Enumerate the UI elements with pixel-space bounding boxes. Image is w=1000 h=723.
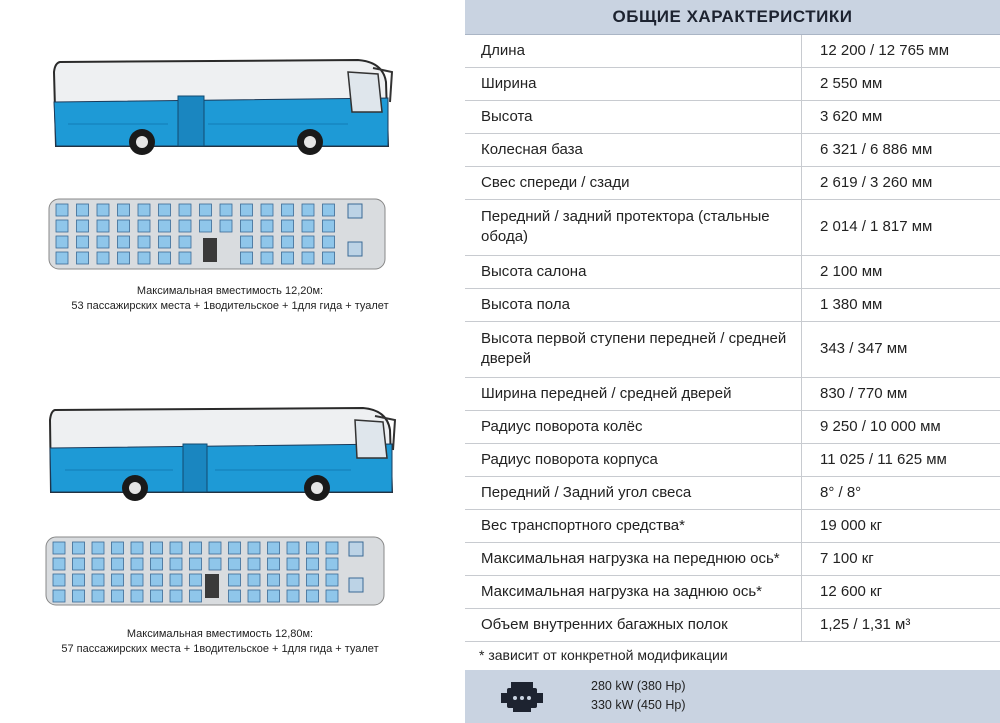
seat: [220, 220, 232, 232]
seat: [151, 558, 163, 570]
seat: [229, 574, 241, 586]
seat: [287, 590, 299, 602]
spec-value: 830 / 770 мм: [802, 377, 1000, 410]
seat: [200, 204, 212, 216]
seat: [170, 542, 182, 554]
seat: [56, 204, 68, 216]
seat: [77, 220, 89, 232]
seat: [92, 542, 104, 554]
seat: [229, 542, 241, 554]
spec-label: Высота пола: [465, 288, 802, 321]
seat: [118, 220, 130, 232]
seat: [118, 236, 130, 248]
seat: [56, 220, 68, 232]
seat: [179, 252, 191, 264]
spec-value: 8° / 8°: [802, 476, 1000, 509]
spec-value: 2 014 / 1 817 мм: [802, 199, 1000, 255]
seat: [241, 204, 253, 216]
seat: [151, 542, 163, 554]
spec-label: Максимальная нагрузка на переднюю ось*: [465, 542, 802, 575]
spec-label: Колесная база: [465, 133, 802, 166]
spec-label: Объем внутренних багажных полок: [465, 608, 802, 641]
seat: [323, 220, 335, 232]
bus-layouts-panel: [0, 0, 465, 723]
seat: [97, 204, 109, 216]
spec-row: [465, 542, 1000, 575]
modification-note: * зависит от конкретной модификации: [479, 647, 728, 663]
seat: [179, 236, 191, 248]
spec-row: [465, 509, 1000, 542]
seat: [151, 590, 163, 602]
spec-row: [465, 255, 1000, 288]
seat: [248, 542, 260, 554]
seat: [138, 220, 150, 232]
seat: [209, 542, 221, 554]
spec-label: Ширина передней / средней дверей: [465, 377, 802, 410]
seat: [282, 220, 294, 232]
seat: [97, 252, 109, 264]
seat: [170, 574, 182, 586]
seat: [268, 590, 280, 602]
seat: [268, 542, 280, 554]
seat: [261, 236, 273, 248]
spec-value: 12 600 кг: [802, 575, 1000, 608]
seat: [179, 220, 191, 232]
spec-value: 343 / 347 мм: [802, 321, 1000, 377]
seat: [138, 252, 150, 264]
engine-power-1: 280 kW (380 Hp): [591, 679, 686, 693]
spec-row: [465, 67, 1000, 100]
spec-row: [465, 100, 1000, 133]
spec-value: 2 619 / 3 260 мм: [802, 166, 1000, 199]
spec-value: 3 620 мм: [802, 100, 1000, 133]
seat: [112, 542, 124, 554]
spec-row: [465, 443, 1000, 476]
seat: [307, 542, 319, 554]
seat: [112, 590, 124, 602]
seat: [179, 204, 191, 216]
seat: [77, 252, 89, 264]
seat-map-1: [48, 198, 386, 270]
seat: [190, 542, 202, 554]
spec-label: Ширина: [465, 67, 802, 100]
seat: [190, 558, 202, 570]
seat: [282, 252, 294, 264]
seat: [151, 574, 163, 586]
seat: [241, 252, 253, 264]
seat: [326, 590, 338, 602]
seat: [282, 204, 294, 216]
layout-caption-1: [0, 284, 460, 314]
spec-row: [465, 166, 1000, 199]
seat: [53, 558, 65, 570]
spec-value: 19 000 кг: [802, 509, 1000, 542]
seat: [326, 574, 338, 586]
seat: [77, 204, 89, 216]
spec-row: [465, 410, 1000, 443]
seat: [323, 204, 335, 216]
engine-power-2: 330 kW (450 Hp): [591, 698, 686, 712]
specs-panel: [465, 0, 1000, 723]
bus-side-view-2: [45, 402, 397, 504]
spec-label: Высота: [465, 100, 802, 133]
spec-value: 1 380 мм: [802, 288, 1000, 321]
seat: [248, 574, 260, 586]
layout-caption-2: [0, 627, 450, 657]
seat: [307, 590, 319, 602]
layout-caption-2-line2: 57 пассажирских места + 1водительское + 1для гида + туалет: [61, 643, 379, 655]
spec-label: Передний / задний протектора (стальные обода): [465, 199, 802, 255]
seat: [170, 590, 182, 602]
spec-row: [465, 321, 1000, 377]
seat: [118, 252, 130, 264]
spec-label: Вес транспортного средства*: [465, 509, 802, 542]
spec-label: Максимальная нагрузка на заднюю ось*: [465, 575, 802, 608]
seat: [241, 236, 253, 248]
spec-label: Высота салона: [465, 255, 802, 288]
seat: [138, 236, 150, 248]
seat: [261, 252, 273, 264]
specs-title: ОБЩИЕ ХАРАКТЕРИСТИКИ: [465, 0, 1000, 35]
seat: [73, 542, 85, 554]
seat: [131, 590, 143, 602]
layout-caption-1-line2: 53 пассажирских места + 1водительское + 1для гида + туалет: [71, 300, 389, 312]
seat: [287, 558, 299, 570]
seat: [92, 574, 104, 586]
seat: [302, 220, 314, 232]
seat: [220, 204, 232, 216]
seat: [248, 590, 260, 602]
seat: [53, 590, 65, 602]
seat: [159, 220, 171, 232]
seat: [326, 558, 338, 570]
seat: [170, 558, 182, 570]
seat: [287, 574, 299, 586]
spec-value: 1,25 / 1,31 м³: [802, 608, 1000, 641]
spec-row: [465, 133, 1000, 166]
seat: [190, 590, 202, 602]
spec-label: Высота первой ступени передней / средней дверей: [465, 321, 802, 377]
seat: [268, 558, 280, 570]
seat: [229, 558, 241, 570]
spec-label: Радиус поворота корпуса: [465, 443, 802, 476]
specs-table: [465, 35, 1000, 642]
spec-value: 11 025 / 11 625 мм: [802, 443, 1000, 476]
seat: [77, 236, 89, 248]
engine-icon: [499, 678, 545, 716]
seat: [323, 236, 335, 248]
spec-row: [465, 288, 1000, 321]
seat: [138, 204, 150, 216]
spec-row: [465, 199, 1000, 255]
seat: [302, 204, 314, 216]
seat: [261, 204, 273, 216]
seat: [241, 220, 253, 232]
seat: [282, 236, 294, 248]
seat: [261, 220, 273, 232]
seat: [92, 590, 104, 602]
seat-map-2: [45, 536, 385, 606]
spec-label: Передний / Задний угол свеса: [465, 476, 802, 509]
spec-row: [465, 575, 1000, 608]
seat: [73, 574, 85, 586]
spec-value: 2 550 мм: [802, 67, 1000, 100]
seat: [118, 204, 130, 216]
spec-label: Свес спереди / сзади: [465, 166, 802, 199]
seat: [248, 558, 260, 570]
seat: [73, 558, 85, 570]
spec-value: 12 200 / 12 765 мм: [802, 35, 1000, 67]
seat: [287, 542, 299, 554]
seat: [302, 236, 314, 248]
seat: [131, 574, 143, 586]
seat: [268, 574, 280, 586]
spec-label: Длина: [465, 35, 802, 67]
seat: [53, 574, 65, 586]
seat: [56, 252, 68, 264]
spec-label: Радиус поворота колёс: [465, 410, 802, 443]
bus-side-view-1: [48, 52, 398, 160]
spec-value: 9 250 / 10 000 мм: [802, 410, 1000, 443]
spec-value: 7 100 кг: [802, 542, 1000, 575]
seat: [229, 590, 241, 602]
spec-row: [465, 35, 1000, 67]
seat: [159, 252, 171, 264]
spec-row: [465, 377, 1000, 410]
seat: [97, 236, 109, 248]
seat: [112, 574, 124, 586]
layout-caption-1-line1: Максимальная вместимость 12,20м:: [136, 285, 324, 297]
seat: [159, 204, 171, 216]
seat: [97, 220, 109, 232]
seat: [307, 574, 319, 586]
seat: [307, 558, 319, 570]
seat: [190, 574, 202, 586]
seat: [159, 236, 171, 248]
seat: [73, 590, 85, 602]
spec-value: 2 100 мм: [802, 255, 1000, 288]
seat: [209, 558, 221, 570]
seat: [302, 252, 314, 264]
seat: [326, 542, 338, 554]
seat: [56, 236, 68, 248]
seat: [131, 542, 143, 554]
seat: [131, 558, 143, 570]
spec-value: 6 321 / 6 886 мм: [802, 133, 1000, 166]
spec-row: [465, 476, 1000, 509]
seat: [323, 252, 335, 264]
engine-power-values: [591, 677, 685, 715]
seat: [200, 220, 212, 232]
seat: [53, 542, 65, 554]
spec-row: [465, 608, 1000, 641]
layout-caption-2-line1: Максимальная вместимость 12,80м:: [126, 628, 314, 640]
seat: [92, 558, 104, 570]
engine-power-bar: [465, 670, 1000, 723]
seat: [112, 558, 124, 570]
